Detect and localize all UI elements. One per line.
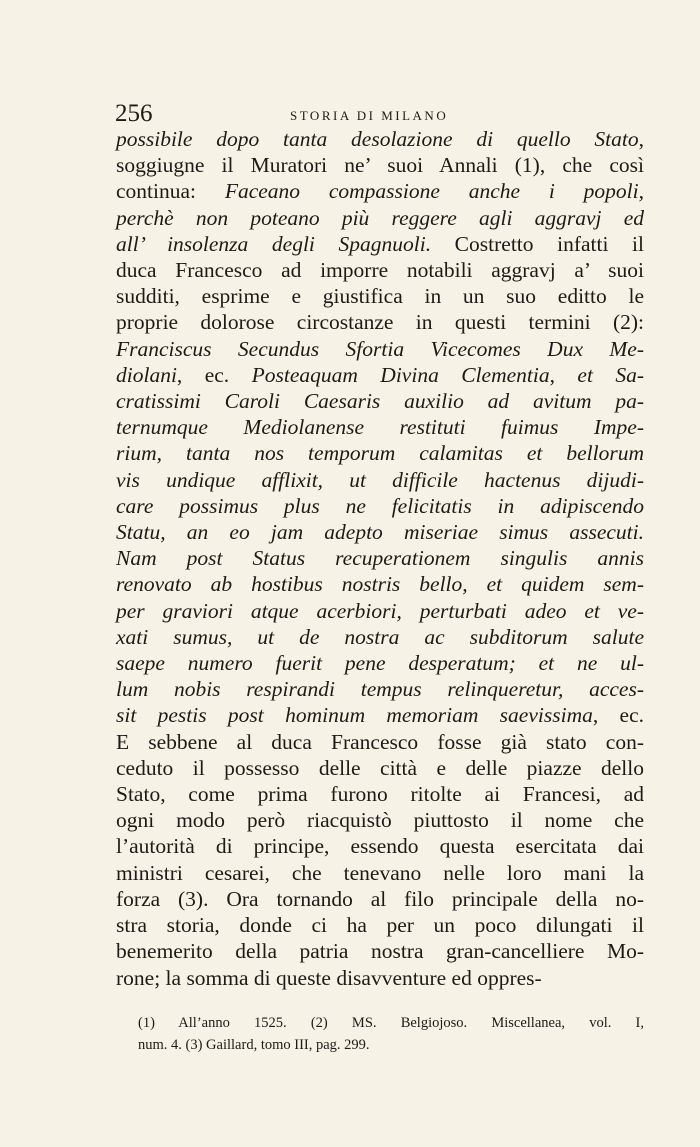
italic-segment: perchè non poteano più reggere agli aggravj ed <box>116 205 644 230</box>
italic-segment: lum nobis respirandi tempus relinqueretur, acces- <box>116 677 644 702</box>
text-line <box>116 493 644 519</box>
text-line <box>116 440 644 466</box>
text-line <box>116 388 644 414</box>
text-line <box>116 257 644 283</box>
text-line <box>116 833 644 859</box>
italic-segment: saepe numero fuerit pene desperatum; et ne ul- <box>116 651 644 676</box>
italic-segment: Faceano compassione anche i popoli, <box>224 179 644 204</box>
text-line <box>116 362 644 388</box>
text-segment: , ec. <box>176 362 252 387</box>
text-line <box>116 702 644 728</box>
italic-segment: care possimus plus ne felicitatis in adipiscendo <box>116 493 644 518</box>
text-line <box>116 938 644 964</box>
italic-segment: diolani <box>116 362 177 387</box>
text-segment: stra storia, donde ci ha per un poco dilungati il <box>116 913 644 938</box>
italic-segment: per graviori atque acerbiori, perturbati adeo et ve- <box>116 598 644 623</box>
italic-segment: et Sa- <box>577 362 644 387</box>
text-segment: duca Francesco ad imporre notabili aggravj a’ suoi <box>116 258 644 283</box>
text-segment: , <box>549 362 578 387</box>
footnote-line: num. 4. (3) Gaillard, tomo III, pag. 299. <box>138 1037 370 1053</box>
italic-segment: ternumque Mediolanense restituti fuimus Impe- <box>116 415 644 440</box>
text-line <box>116 336 644 362</box>
text-line <box>116 205 644 231</box>
italic-segment: Franciscus Secundus Sfortia Vicecomes Dux Me- <box>116 336 644 361</box>
text-line <box>116 650 644 676</box>
text-segment: , ec. <box>592 703 644 728</box>
italic-segment: possibile dopo tanta desolazione di quello Stato <box>116 127 639 151</box>
text-segment: E sebbene al duca Francesco fosse già stato con- <box>116 729 644 754</box>
text-segment: sudditi, esprime e giustifica in un suo editto le <box>116 284 644 309</box>
body-text <box>116 126 644 991</box>
text-segment: ministri cesarei, che tenevano nelle loro mani la <box>116 860 644 885</box>
text-segment: Stato, come prima furono ritolte ai Francesi, ad <box>116 782 644 807</box>
text-line <box>116 309 644 335</box>
italic-segment: renovato ab hostibus nostris bello, et quidem sem- <box>116 572 644 597</box>
text-segment: , <box>638 127 644 151</box>
text-segment: ogni modo però riacquistò piuttosto il nome che <box>116 808 644 833</box>
italic-segment: sit pestis post hominum memoriam saevissima <box>116 703 593 728</box>
text-line <box>116 912 644 938</box>
italic-segment: rium, tanta nos temporum calamitas et bellorum <box>116 441 644 466</box>
italic-segment: Posteaquam Divina Clementia <box>251 362 550 387</box>
text-line <box>116 231 644 257</box>
text-line <box>116 624 644 650</box>
text-segment: benemerito della patria nostra gran-cancelliere Mo- <box>116 939 644 964</box>
text-line <box>116 729 644 755</box>
text-line <box>116 807 644 833</box>
text-segment: Costretto infatti il <box>431 231 645 256</box>
text-line <box>116 467 644 493</box>
text-segment: proprie dolorose circostanze in questi termini (2): <box>116 310 644 335</box>
text-line <box>116 152 644 178</box>
text-line <box>116 545 644 571</box>
text-segment: rone; la somma di queste disavventure ed oppres- <box>116 965 542 990</box>
text-line <box>116 126 644 152</box>
footnote-line: (1) All’anno 1525. (2) MS. Belgiojoso. Miscellanea, vol. I, <box>138 1015 644 1031</box>
text-segment: ceduto il possesso delle città e delle piazze dello <box>116 755 644 780</box>
text-segment: forza (3). Ora tornando al filo principale della no- <box>116 886 644 911</box>
text-segment: l’autorità di principe, essendo questa esercitata dai <box>116 834 644 859</box>
text-line <box>116 965 644 991</box>
running-title: STORIA DI MILANO <box>290 108 449 123</box>
text-line <box>116 886 644 912</box>
italic-segment: cratissimi Caroli Caesaris auxilio ad avitum pa- <box>116 389 644 414</box>
text-line <box>116 598 644 624</box>
footnotes <box>138 1012 644 1056</box>
italic-segment: Nam post Status recuperationem singulis annis <box>116 546 644 571</box>
page-number: 256 <box>115 100 153 127</box>
text-line <box>116 755 644 781</box>
text-line <box>116 178 644 204</box>
text-line <box>116 860 644 886</box>
italic-segment: Statu, an eo jam adepto miseriae simus assecuti. <box>116 520 644 545</box>
italic-segment: all’ insolenza degli Spagnuoli. <box>116 231 432 256</box>
text-segment: continua: <box>116 179 225 204</box>
text-line <box>116 571 644 597</box>
text-segment: soggiugne il Muratori ne’ suoi Annali (1), che così <box>116 153 644 178</box>
text-line <box>116 781 644 807</box>
text-line <box>116 519 644 545</box>
text-line <box>116 414 644 440</box>
text-line <box>116 676 644 702</box>
italic-segment: vis undique afflixit, ut difficile hactenus dijudi- <box>116 467 644 492</box>
text-line <box>116 283 644 309</box>
italic-segment: xati sumus, ut de nostra ac subditorum salute <box>116 624 644 649</box>
